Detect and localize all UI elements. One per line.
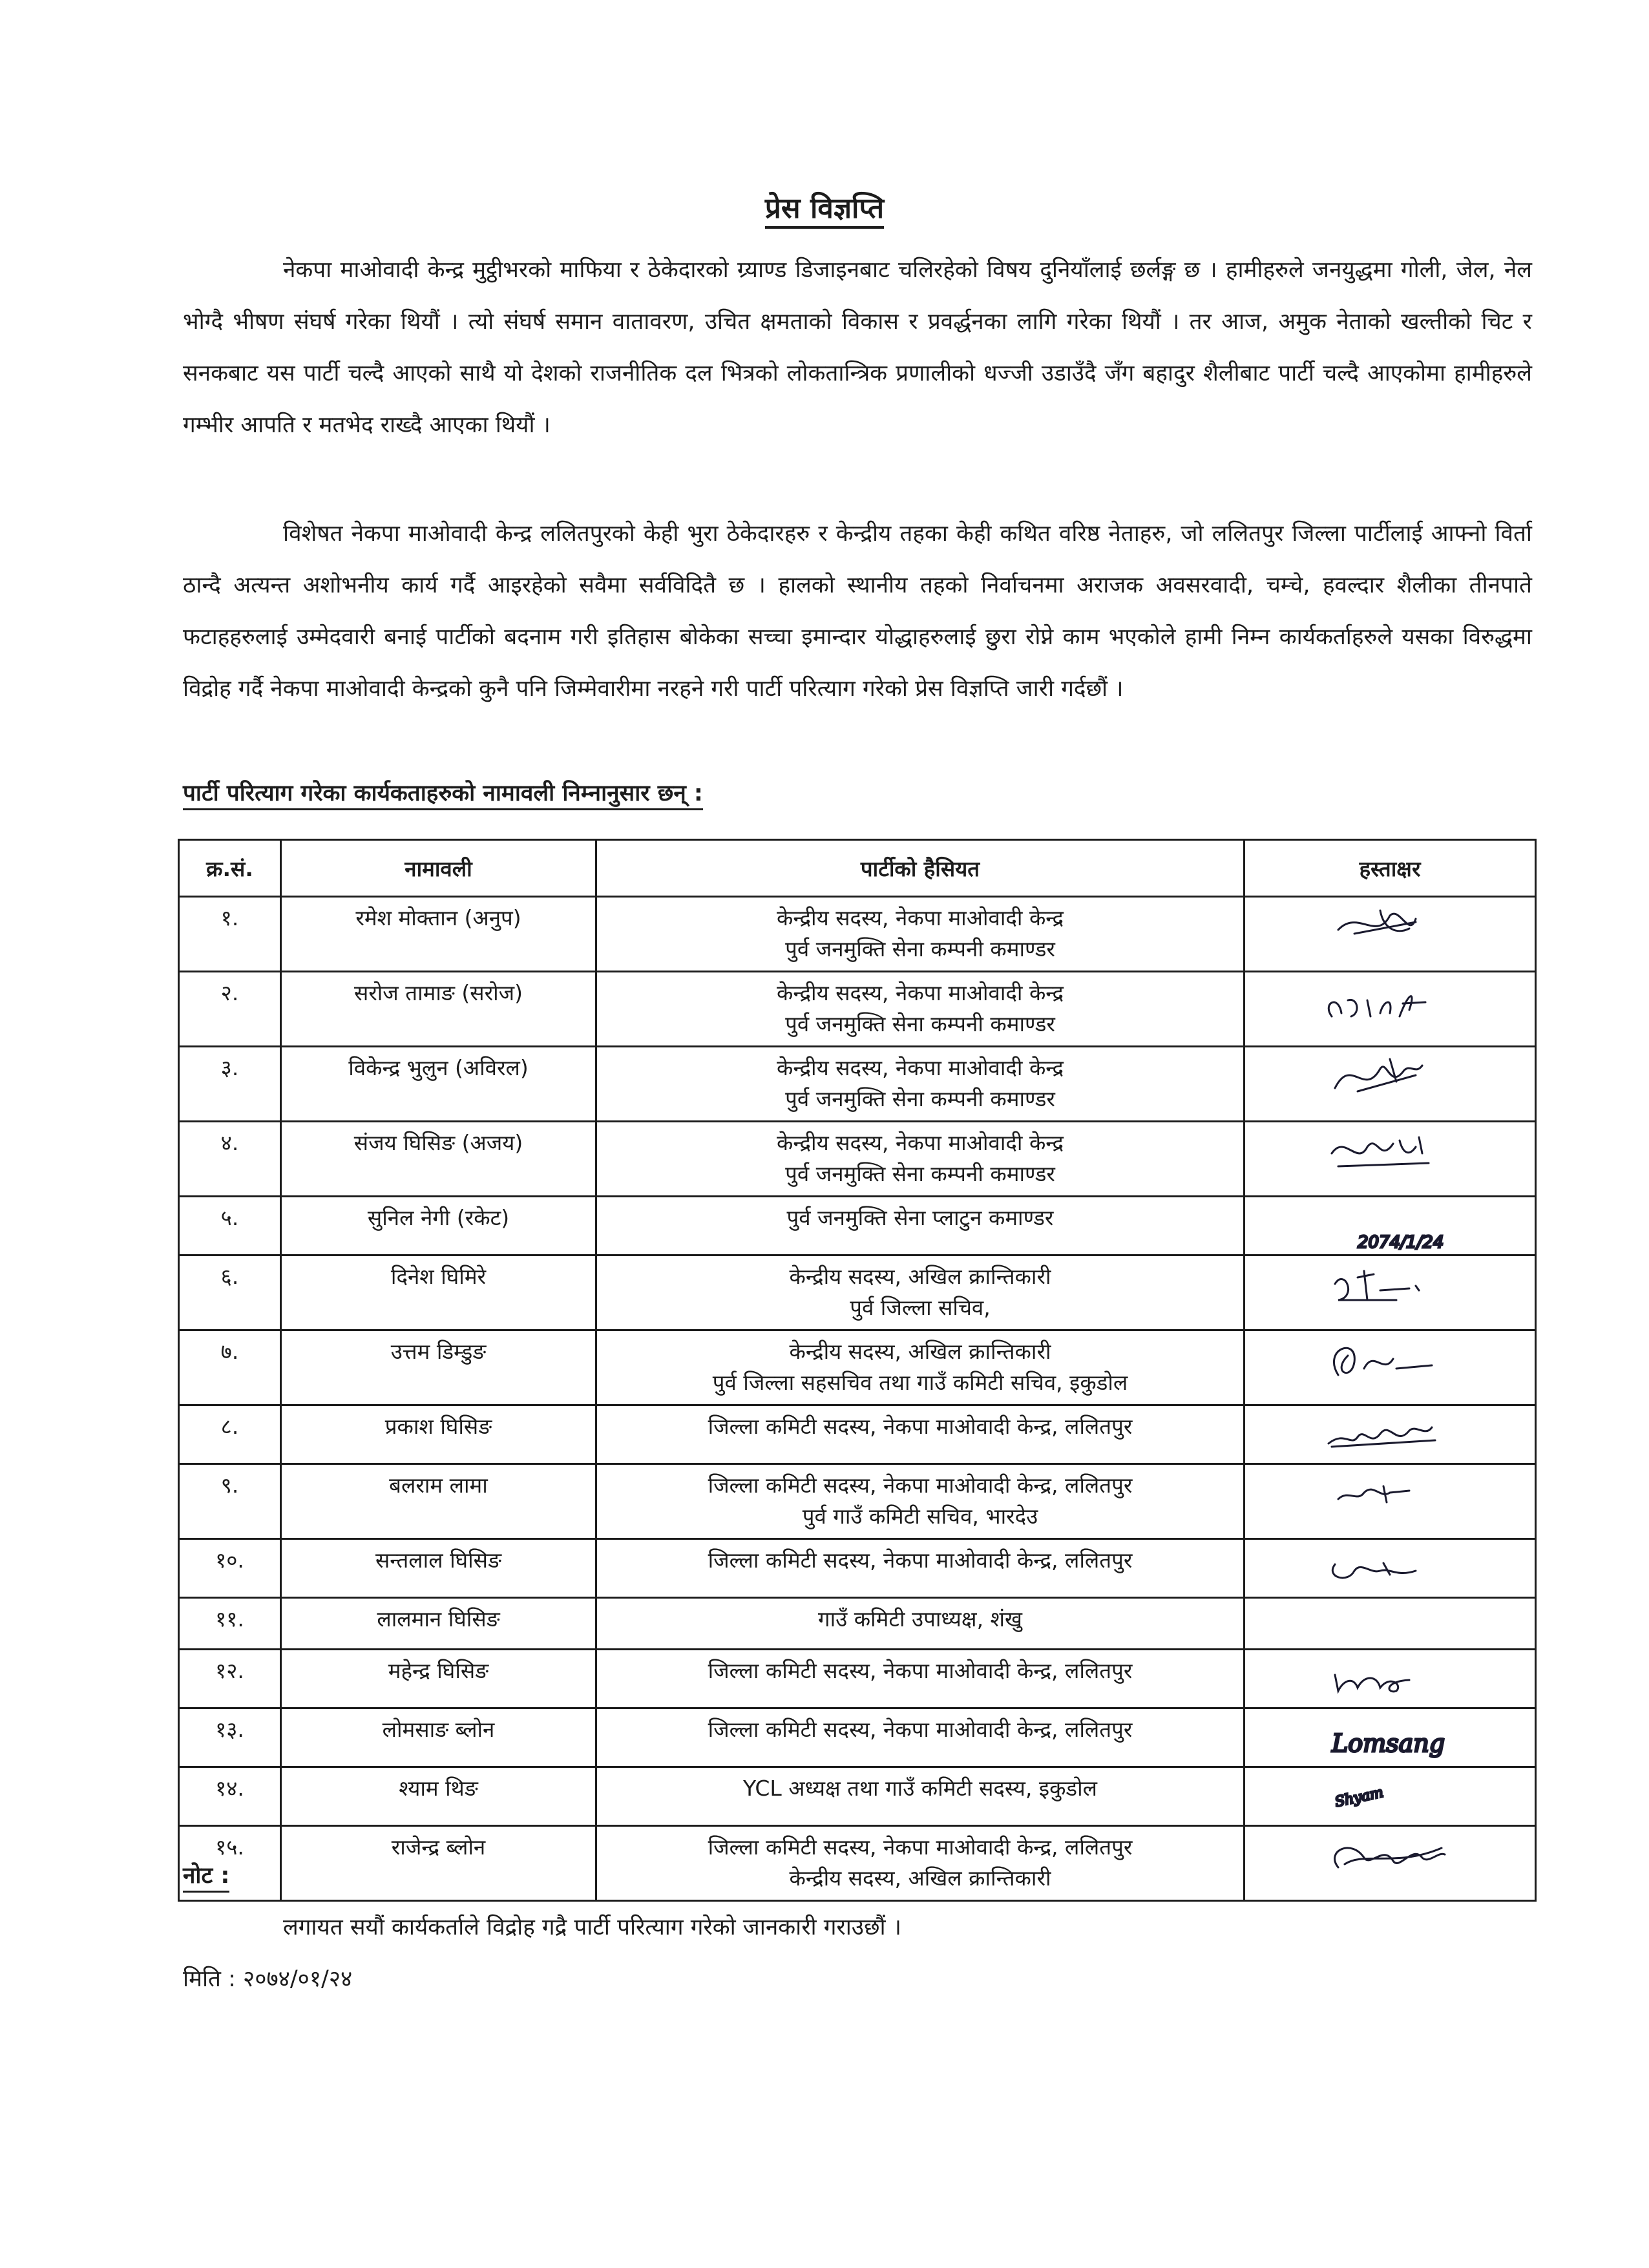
role-line: जिल्ला कमिटी सदस्य, नेकपा माओवादी केन्द्र, ललितपुर bbox=[708, 1834, 1133, 1860]
signature-cell bbox=[1245, 1255, 1536, 1330]
signature-cell bbox=[1245, 1330, 1536, 1405]
header-serial: क्र.सं. bbox=[179, 840, 281, 897]
table-row bbox=[179, 1708, 1536, 1767]
header-role: पार्टीको हैसियत bbox=[596, 840, 1245, 897]
role-line: पुर्व जनमुक्ति सेना कम्पनी कमाण्डर bbox=[785, 936, 1055, 961]
name-cell: सरोज तामाङ (सरोज) bbox=[281, 972, 596, 1047]
name-cell: राजेन्द्र ब्लोन bbox=[281, 1826, 596, 1901]
role-line: केन्द्रीय सदस्य, नेकपा माओवादी केन्द्र bbox=[776, 1055, 1064, 1080]
name-cell: लालमान घिसिङ bbox=[281, 1598, 596, 1650]
role-cell bbox=[596, 1255, 1245, 1330]
serial-cell: १५. bbox=[179, 1826, 281, 1901]
serial-cell: २. bbox=[179, 972, 281, 1047]
role-cell bbox=[596, 1047, 1245, 1122]
serial-cell: १. bbox=[179, 897, 281, 972]
role-cell bbox=[596, 972, 1245, 1047]
name-cell: रमेश मोक्तान (अनुप) bbox=[281, 897, 596, 972]
serial-cell: ४. bbox=[179, 1122, 281, 1197]
role-line: गाउँ कमिटी उपाध्यक्ष, शंखु bbox=[818, 1606, 1022, 1632]
role-line: केन्द्रीय सदस्य, अखिल क्रान्तिकारी bbox=[789, 1264, 1051, 1289]
paragraph-1: नेकपा माओवादी केन्द्र मुट्ठीभरको माफिया र ठेकेदारको ग्र्याण्ड डिजाइनबाट चलिरहेको विषय दुनियाँलाई छर्लङ्ग छ । हामीहरुले जनयुद्धमा गोली, जेल, नेल भोग्दै भीषण संघर्ष गरेका थियौं । त्यो संघर्ष समान वातावरण, उचित क्षमताको विकास र प्रवर्द्धनका लागि गरेका थियौं । तर आज, अमुक नेताको खल्तीको चिट र सनकबाट यस पार्टी चल्दै आएको साथै यो देशको राजनीतिक दल भित्रको लोकतान्त्रिक प्रणालीको धज्जी उडाउँदै जँग बहादुर शैलीबाट पार्टी चल्दै आएकोमा हामीहरुले गम्भीर आपति र मतभेद राख्दै आएका थियौं । bbox=[183, 257, 1532, 438]
role-cell bbox=[596, 1598, 1245, 1650]
role-cell bbox=[596, 1708, 1245, 1767]
signature-cell bbox=[1245, 1539, 1536, 1598]
signature-cell bbox=[1245, 1650, 1536, 1708]
role-line: पुर्व जनमुक्ति सेना कम्पनी कमाण्डर bbox=[785, 1086, 1055, 1111]
role-line: जिल्ला कमिटी सदस्य, नेकपा माओवादी केन्द्र, ललितपुर bbox=[708, 1473, 1133, 1498]
role-line: पुर्व गाउँ कमिटी सचिव, भारदेउ bbox=[802, 1504, 1038, 1529]
table-row bbox=[179, 1197, 1536, 1255]
role-line: केन्द्रीय सदस्य, नेकपा माओवादी केन्द्र bbox=[776, 905, 1064, 930]
role-cell bbox=[596, 1539, 1245, 1598]
name-cell: प्रकाश घिसिङ bbox=[281, 1405, 596, 1464]
signature-icon bbox=[1319, 1655, 1461, 1707]
signature-text-lomsang: Lomsang bbox=[1332, 1729, 1445, 1758]
serial-cell: ९. bbox=[179, 1464, 281, 1539]
serial-cell: १०. bbox=[179, 1539, 281, 1598]
role-cell bbox=[596, 897, 1245, 972]
signature-icon bbox=[1319, 1832, 1461, 1884]
signature-icon bbox=[1319, 978, 1461, 1029]
table-row bbox=[179, 1650, 1536, 1708]
role-cell bbox=[596, 1405, 1245, 1464]
table-row bbox=[179, 1122, 1536, 1197]
role-line: जिल्ला कमिटी सदस्य, नेकपा माओवादी केन्द्र, ललितपुर bbox=[708, 1658, 1133, 1683]
list-heading: पार्टी परित्याग गरेका कार्यकताहरुको नामावली निम्नानुसार छन् : bbox=[183, 779, 703, 810]
name-cell: सुनिल नेगी (रकेट) bbox=[281, 1197, 596, 1255]
signature-icon bbox=[1319, 1714, 1461, 1766]
serial-cell: १४. bbox=[179, 1767, 281, 1826]
signature-date-text: 2074/1/24 bbox=[1358, 1233, 1444, 1252]
table-row bbox=[179, 897, 1536, 972]
table-row bbox=[179, 1047, 1536, 1122]
role-cell bbox=[596, 1122, 1245, 1197]
role-line: केन्द्रीय सदस्य, नेकपा माओवादी केन्द्र bbox=[776, 1130, 1064, 1155]
name-cell: उत्तम डिम्डुङ bbox=[281, 1330, 596, 1405]
table-row bbox=[179, 1464, 1536, 1539]
name-cell: दिनेश घिमिरे bbox=[281, 1255, 596, 1330]
signature-cell bbox=[1245, 1047, 1536, 1122]
header-signature: हस्ताक्षर bbox=[1245, 840, 1536, 897]
header-name: नामावली bbox=[281, 840, 596, 897]
signature-cell bbox=[1245, 1464, 1536, 1539]
role-line: जिल्ला कमिटी सदस्य, नेकपा माओवादी केन्द्र, ललितपुर bbox=[708, 1414, 1133, 1439]
role-line: पुर्व जनमुक्ति सेना कम्पनी कमाण्डर bbox=[785, 1161, 1055, 1186]
serial-cell: १३. bbox=[179, 1708, 281, 1767]
paragraph-2: विशेषत नेकपा माओवादी केन्द्र ललितपुरको केही भुरा ठेकेदारहरु र केन्द्रीय तहका केही कथित वरिष्ठ नेताहरु, जो ललितपुर जिल्ला पार्टीलाई आफ्नो विर्ता ठान्दै अत्यन्त अशोभनीय कार्य गर्दै आइरहेको सवैमा सर्वविदितै छ । हालको स्थानीय तहको निर्वाचनमा अराजक अवसरवादी, चम्चे, हवल्दार शैलीका तीनपाते फटाहहरुलाई उम्मेदवारी बनाई पार्टीको बदनाम गरी इतिहास बोकेका सच्चा इमान्दार योद्धाहरुलाई छुरा रोप्ने काम भएकोले हामी निम्न कार्यकर्ताहरुले यसका विरुद्धमा विद्रोह गर्दै नेकपा माओवादी केन्द्रको कुनै पनि जिम्मेवारीमा नरहने गरी पार्टी परित्याग गरेको प्रेस विज्ञप्ति जारी गर्दछौं । bbox=[183, 521, 1532, 702]
signature-icon bbox=[1319, 1202, 1461, 1254]
role-line: YCL अध्यक्ष तथा गाउँ कमिटी सदस्य, इकुडोल bbox=[742, 1776, 1098, 1801]
signature-icon bbox=[1319, 1336, 1461, 1388]
serial-cell: ३. bbox=[179, 1047, 281, 1122]
signature-cell bbox=[1245, 1405, 1536, 1464]
table-row bbox=[179, 1255, 1536, 1330]
table-row bbox=[179, 1826, 1536, 1901]
table-row bbox=[179, 1539, 1536, 1598]
serial-cell: ११. bbox=[179, 1598, 281, 1650]
note-label: नोट : bbox=[183, 1861, 229, 1893]
role-cell bbox=[596, 1464, 1245, 1539]
role-line: पुर्व जिल्ला सहसचिव तथा गाउँ कमिटी सचिव, इकुडोल bbox=[712, 1370, 1128, 1395]
signature-cell bbox=[1245, 897, 1536, 972]
signature-icon bbox=[1319, 1261, 1461, 1313]
signature-icon bbox=[1319, 1470, 1461, 1522]
note-text: लगायत सयौं कार्यकर्ताले विद्रोह गद्रै पार्टी परित्याग गरेको जानकारी गराउछौं । bbox=[283, 1915, 901, 1940]
role-line: पुर्व जनमुक्ति सेना प्लाटुन कमाण्डर bbox=[786, 1205, 1054, 1230]
signature-icon bbox=[1319, 1545, 1461, 1597]
signature-cell bbox=[1245, 972, 1536, 1047]
page-title: प्रेस विज्ञप्ति bbox=[0, 187, 1649, 226]
table-row bbox=[179, 1330, 1536, 1405]
signature-cell bbox=[1245, 1826, 1536, 1901]
serial-cell: ८. bbox=[179, 1405, 281, 1464]
table-header-row bbox=[179, 840, 1536, 897]
role-line: पुर्व जनमुक्ति सेना कम्पनी कमाण्डर bbox=[785, 1011, 1055, 1036]
signature-cell bbox=[1245, 1708, 1536, 1767]
table-row bbox=[179, 1767, 1536, 1826]
signature-cell bbox=[1245, 1598, 1536, 1650]
role-cell bbox=[596, 1330, 1245, 1405]
role-cell bbox=[596, 1197, 1245, 1255]
serial-cell: ७. bbox=[179, 1330, 281, 1405]
signature-icon bbox=[1319, 1128, 1461, 1179]
name-cell: महेन्द्र घिसिङ bbox=[281, 1650, 596, 1708]
name-cell: विकेन्द्र भुलुन (अविरल) bbox=[281, 1047, 596, 1122]
date: मिति : २०७४/०१/२४ bbox=[183, 1966, 353, 1992]
role-line: केन्द्रीय सदस्य, नेकपा माओवादी केन्द्र bbox=[776, 980, 1064, 1005]
role-line: केन्द्रीय सदस्य, अखिल क्रान्तिकारी bbox=[789, 1339, 1051, 1364]
name-cell: सन्तलाल घिसिङ bbox=[281, 1539, 596, 1598]
name-cell: संजय घिसिङ (अजय) bbox=[281, 1122, 596, 1197]
role-cell bbox=[596, 1767, 1245, 1826]
role-line: पुर्व जिल्ला सचिव, bbox=[850, 1295, 991, 1320]
signature-icon bbox=[1319, 1411, 1461, 1463]
members-table bbox=[178, 839, 1537, 1902]
name-cell: लोमसाङ ब्लोन bbox=[281, 1708, 596, 1767]
role-line: केन्द्रीय सदस्य, अखिल क्रान्तिकारी bbox=[789, 1865, 1051, 1891]
table-row bbox=[179, 1405, 1536, 1464]
signature-icon bbox=[1319, 1773, 1461, 1825]
signature-cell bbox=[1245, 1122, 1536, 1197]
serial-cell: ५. bbox=[179, 1197, 281, 1255]
role-cell bbox=[596, 1826, 1245, 1901]
role-line: जिल्ला कमिटी सदस्य, नेकपा माओवादी केन्द्र, ललितपुर bbox=[708, 1717, 1133, 1742]
signature-icon bbox=[1319, 1053, 1461, 1104]
role-cell bbox=[596, 1650, 1245, 1708]
signature-icon bbox=[1319, 903, 1461, 954]
table-row bbox=[179, 972, 1536, 1047]
signature-cell bbox=[1245, 1197, 1536, 1255]
signature-text-shyam: Shyam bbox=[1333, 1784, 1385, 1811]
serial-cell: १२. bbox=[179, 1650, 281, 1708]
name-cell: बलराम लामा bbox=[281, 1464, 596, 1539]
signature-cell bbox=[1245, 1767, 1536, 1826]
serial-cell: ६. bbox=[179, 1255, 281, 1330]
table-row bbox=[179, 1598, 1536, 1650]
role-line: जिल्ला कमिटी सदस्य, नेकपा माओवादी केन्द्र, ललितपुर bbox=[708, 1548, 1133, 1573]
name-cell: श्याम थिङ bbox=[281, 1767, 596, 1826]
